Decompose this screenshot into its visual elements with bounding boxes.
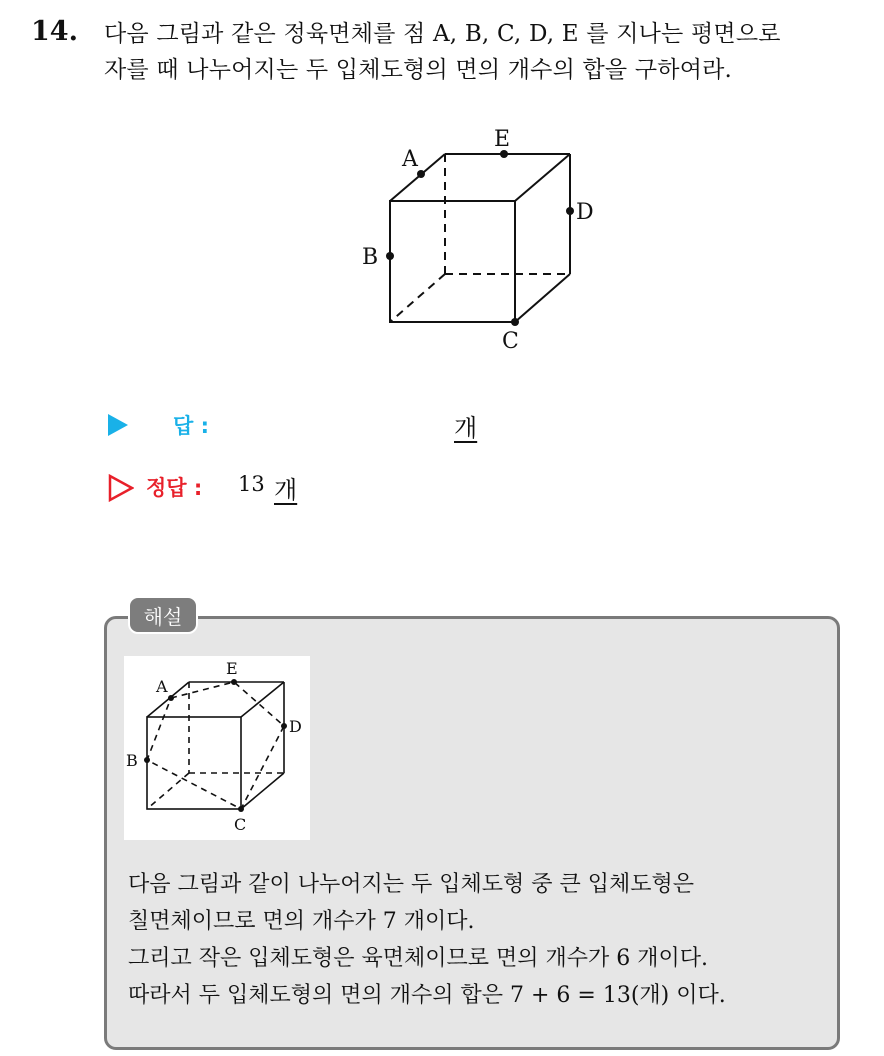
solution-line-1: 다음 그림과 같이 나누어지는 두 입체도형 중 큰 입체도형은: [128, 872, 694, 897]
solution-line-2: 칠면체이므로 면의 개수가 7 개이다.: [128, 909, 475, 934]
sol-label-c: C: [234, 815, 247, 834]
question-number: 14.: [31, 16, 78, 47]
correct-value: 13: [238, 472, 265, 496]
solution-tab: 해설: [128, 596, 198, 634]
point-a-dot: [417, 170, 425, 178]
sol-point-b-dot: [144, 757, 150, 763]
point-c-dot: [511, 318, 519, 326]
answer-label: 답 :: [173, 414, 209, 438]
play-arrow-icon: [108, 414, 128, 436]
label-a: A: [402, 147, 418, 172]
sol-label-a: A: [156, 677, 168, 696]
sol-point-e-dot: [231, 679, 237, 685]
sol-label-e: E: [226, 659, 238, 678]
question-text: [104, 16, 874, 88]
sol-point-d-dot: [281, 723, 287, 729]
answer-row: [108, 408, 608, 448]
point-b-dot: [386, 252, 394, 260]
label-c: C: [502, 329, 519, 354]
answer-unit: 개: [454, 414, 478, 442]
sol-point-a-dot: [168, 695, 174, 701]
solution-line-3: 그리고 작은 입체도형은 육면체이므로 면의 개수가 6 개이다.: [128, 946, 708, 971]
correct-unit: 개: [274, 476, 298, 504]
cube-figure: [350, 120, 610, 360]
solution-line-4: 따라서 두 입체도형의 면의 개수의 합은 7 + 6 = 13(개) 이다.: [128, 983, 726, 1008]
sol-label-b: B: [126, 751, 138, 770]
label-e: E: [494, 127, 511, 152]
label-d: D: [576, 200, 594, 225]
solution-cube-figure: [124, 656, 310, 840]
sol-point-c-dot: [238, 806, 244, 812]
correct-label: 정답 :: [146, 476, 203, 500]
question-line-2: 자를 때 나누어지는 두 입체도형의 면의 개수의 합을 구하여라.: [104, 57, 733, 83]
solution-text: [128, 866, 828, 1014]
outline-arrow-icon: [108, 474, 134, 502]
correct-answer-row: [108, 470, 608, 510]
label-b: B: [362, 245, 379, 270]
question-line-1: 다음 그림과 같은 정육면체를 점 A, B, C, D, E 를 지나는 평면으로: [104, 21, 781, 47]
point-d-dot: [566, 207, 574, 215]
sol-label-d: D: [289, 717, 302, 736]
